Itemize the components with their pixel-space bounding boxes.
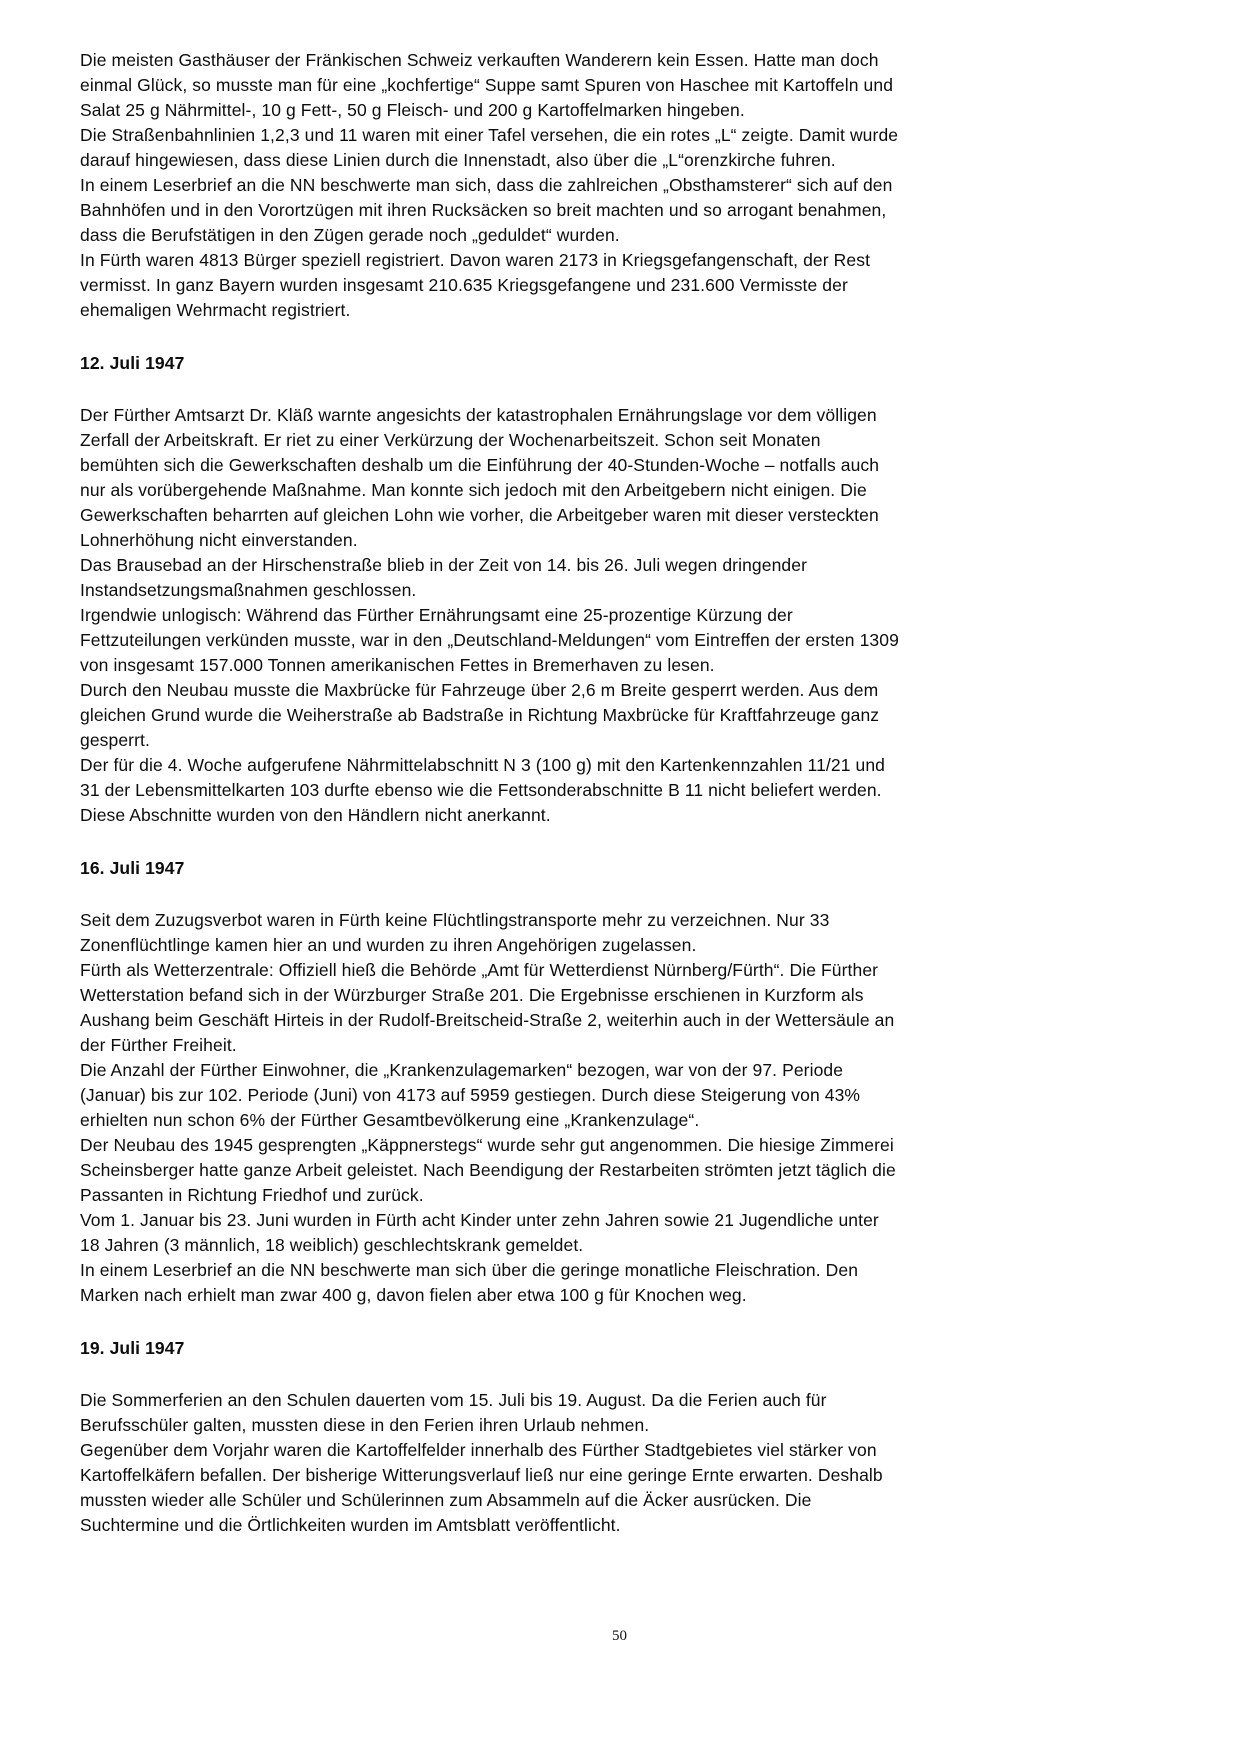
text-line: Passanten in Richtung Friedhof und zurück. bbox=[80, 1185, 424, 1205]
text-line: 18 Jahren (3 männlich, 18 weiblich) geschlechtskrank gemeldet. bbox=[80, 1235, 584, 1255]
text-line: mussten wieder alle Schüler und Schülerinnen zum Absammeln auf die Äcker ausrücken. Die bbox=[80, 1490, 812, 1510]
text-line: Die Anzahl der Fürther Einwohner, die „Krankenzulagemarken“ bezogen, war von der 97. Periode bbox=[80, 1060, 844, 1080]
text-line: Salat 25 g Nährmittel-, 10 g Fett-, 50 g Fleisch- und 200 g Kartoffelmarken hingeben. bbox=[80, 100, 745, 120]
text-line: Durch den Neubau musste die Maxbrücke für Fahrzeuge über 2,6 m Breite gesperrt werden. Aus dem bbox=[80, 680, 879, 700]
text-line: vermisst. In ganz Bayern wurden insgesamt 210.635 Kriegsgefangene und 231.600 Vermisste der bbox=[80, 275, 848, 295]
text-line: Instandsetzungsmaßnahmen geschlossen. bbox=[80, 580, 417, 600]
text-line: Aushang beim Geschäft Hirteis in der Rudolf-Breitscheid-Straße 2, weiterhin auch in der Wettersäule an bbox=[80, 1010, 895, 1030]
text-line: Gewerkschaften beharrten auf gleichen Lohn wie vorher, die Arbeitgeber waren mit dieser versteckten bbox=[80, 505, 879, 525]
text-line: Der Fürther Amtsarzt Dr. Kläß warnte angesichts der katastrophalen Ernährungslage vor dem völligen bbox=[80, 405, 877, 425]
text-line: Die Straßenbahnlinien 1,2,3 und 11 waren mit einer Tafel versehen, die ein rotes „L“ zeigte. Damit wurde bbox=[80, 125, 899, 145]
text-line: Diese Abschnitte wurden von den Händlern nicht anerkannt. bbox=[80, 805, 551, 825]
date-heading: 12. Juli 1947 bbox=[80, 353, 185, 373]
text-line: Irgendwie unlogisch: Während das Fürther Ernährungsamt eine 25-prozentige Kürzung der bbox=[80, 605, 793, 625]
text-line: Seit dem Zuzugsverbot waren in Fürth keine Flüchtlingstransporte mehr zu verzeichnen. Nur 33 bbox=[80, 910, 830, 930]
text-line: gleichen Grund wurde die Weiherstraße ab Badstraße in Richtung Maxbrücke für Kraftfahrzeuge ganz bbox=[80, 705, 880, 725]
text-block bbox=[80, 1388, 1163, 1538]
page-number: 50 bbox=[612, 1628, 627, 1644]
text-line: ehemaligen Wehrmacht registriert. bbox=[80, 300, 351, 320]
text-line: gesperrt. bbox=[80, 730, 150, 750]
document-body bbox=[80, 48, 1163, 1538]
text-block bbox=[80, 908, 1163, 1308]
text-line: (Januar) bis zur 102. Periode (Juni) von 4173 auf 5959 gestiegen. Durch diese Steigerung von 43% bbox=[80, 1085, 861, 1105]
text-line: Zonenflüchtlinge kamen hier an und wurden zu ihren Angehörigen zugelassen. bbox=[80, 935, 697, 955]
text-line: Der für die 4. Woche aufgerufene Nährmittelabschnitt N 3 (100 g) mit den Kartenkennzahlen 11/21 und bbox=[80, 755, 885, 775]
text-line: der Fürther Freiheit. bbox=[80, 1035, 237, 1055]
text-line: bemühten sich die Gewerkschaften deshalb um die Einführung der 40-Stunden-Woche – notfalls auch bbox=[80, 455, 880, 475]
text-line: Marken nach erhielt man zwar 400 g, davon fielen aber etwa 100 g für Knochen weg. bbox=[80, 1285, 747, 1305]
text-block bbox=[80, 48, 1163, 323]
text-line: Kartoffelkäfern befallen. Der bisherige Witterungsverlauf ließ nur eine geringe Ernte erwarten. Deshalb bbox=[80, 1465, 883, 1485]
text-line: Zerfall der Arbeitskraft. Er riet zu einer Verkürzung der Wochenarbeitszeit. Schon seit Monaten bbox=[80, 430, 821, 450]
text-line: Vom 1. Januar bis 23. Juni wurden in Fürth acht Kinder unter zehn Jahren sowie 21 Jugendliche unter bbox=[80, 1210, 879, 1230]
text-line: Lohnerhöhung nicht einverstanden. bbox=[80, 530, 358, 550]
text-block bbox=[80, 403, 1163, 828]
date-heading: 16. Juli 1947 bbox=[80, 858, 185, 878]
text-line: von insgesamt 157.000 Tonnen amerikanischen Fettes in Bremerhaven zu lesen. bbox=[80, 655, 715, 675]
text-line: 31 der Lebensmittelkarten 103 durfte ebenso wie die Fettsonderabschnitte B 11 nicht beliefert werden. bbox=[80, 780, 882, 800]
text-line: Berufsschüler galten, mussten diese in den Ferien ihren Urlaub nehmen. bbox=[80, 1415, 650, 1435]
text-line: Bahnhöfen und in den Vorortzügen mit ihren Rucksäcken so breit machten und so arrogant benahmen, bbox=[80, 200, 887, 220]
text-line: erhielten nun schon 6% der Fürther Gesamtbevölkerung eine „Krankenzulage“. bbox=[80, 1110, 700, 1130]
text-line: Gegenüber dem Vorjahr waren die Kartoffelfelder innerhalb des Fürther Stadtgebietes viel stärker von bbox=[80, 1440, 877, 1460]
text-line: Der Neubau des 1945 gesprengten „Käppnerstegs“ wurde sehr gut angenommen. Die hiesige Zimmerei bbox=[80, 1135, 894, 1155]
text-line: Fettzuteilungen verkünden musste, war in den „Deutschland-Meldungen“ vom Eintreffen der ersten 1309 bbox=[80, 630, 899, 650]
text-line: Das Brausebad an der Hirschenstraße blieb in der Zeit von 14. bis 26. Juli wegen dringender bbox=[80, 555, 808, 575]
text-line: Die meisten Gasthäuser der Fränkischen Schweiz verkauften Wanderern kein Essen. Hatte man doch bbox=[80, 50, 879, 70]
text-line: darauf hingewiesen, dass diese Linien durch die Innenstadt, also über die „L“orenzkirche fuhren. bbox=[80, 150, 836, 170]
date-heading: 19. Juli 1947 bbox=[80, 1338, 185, 1358]
text-line: Die Sommerferien an den Schulen dauerten vom 15. Juli bis 19. August. Da die Ferien auch für bbox=[80, 1390, 827, 1410]
text-line: dass die Berufstätigen in den Zügen gerade noch „geduldet“ wurden. bbox=[80, 225, 620, 245]
text-line: Suchtermine und die Örtlichkeiten wurden im Amtsblatt veröffentlicht. bbox=[80, 1515, 621, 1535]
text-line: Fürth als Wetterzentrale: Offiziell hieß die Behörde „Amt für Wetterdienst Nürnberg/Fürth“. Die Fürther bbox=[80, 960, 879, 980]
text-line: einmal Glück, so musste man für eine „kochfertige“ Suppe samt Spuren von Haschee mit Kartoffeln und bbox=[80, 75, 894, 95]
text-line: In einem Leserbrief an die NN beschwerte man sich, dass die zahlreichen „Obsthamsterer“ sich auf den bbox=[80, 175, 893, 195]
text-line: In einem Leserbrief an die NN beschwerte man sich über die geringe monatliche Fleischration. Den bbox=[80, 1260, 859, 1280]
text-line: Wetterstation befand sich in der Würzburger Straße 201. Die Ergebnisse erschienen in Kurzform als bbox=[80, 985, 864, 1005]
text-line: nur als vorübergehende Maßnahme. Man konnte sich jedoch mit den Arbeitgebern nicht einigen. Die bbox=[80, 480, 867, 500]
text-line: Scheinsberger hatte ganze Arbeit geleistet. Nach Beendigung der Restarbeiten strömten jetzt täglich die bbox=[80, 1160, 896, 1180]
text-line: In Fürth waren 4813 Bürger speziell registriert. Davon waren 2173 in Kriegsgefangenschaft, der Rest bbox=[80, 250, 871, 270]
